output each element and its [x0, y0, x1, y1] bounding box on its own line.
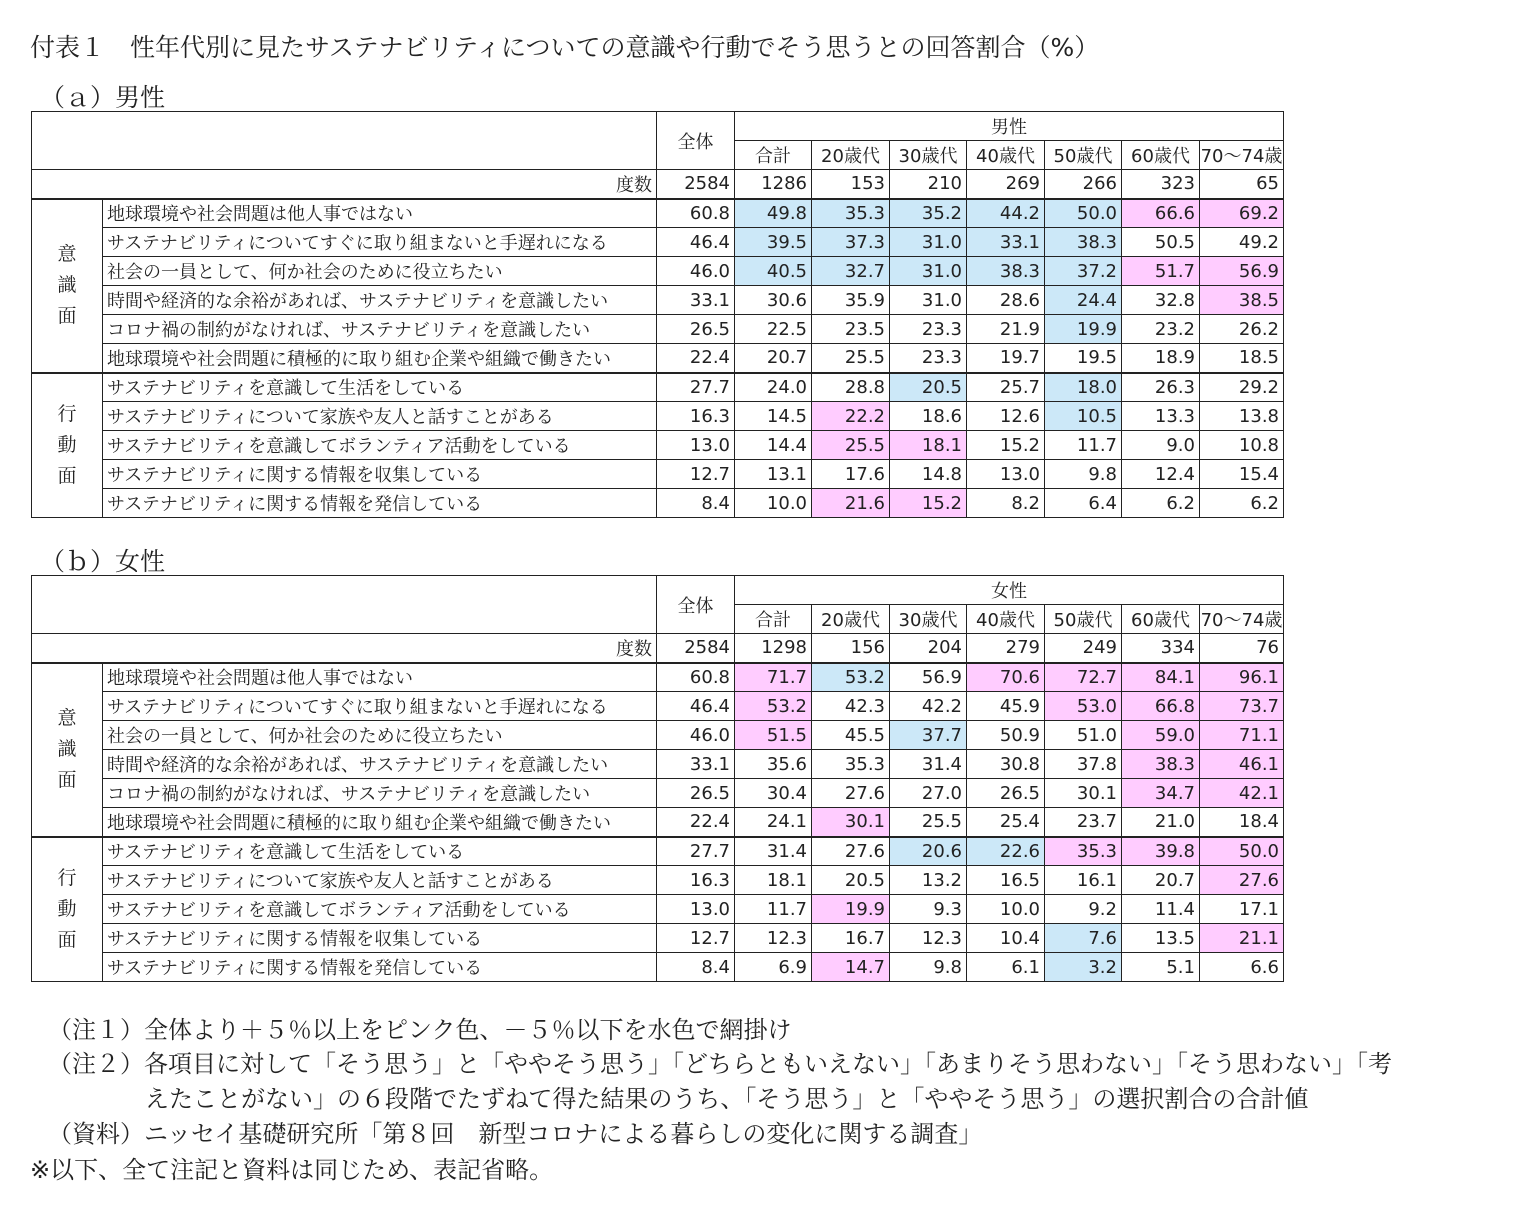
value-cell: 46.4 [657, 228, 735, 257]
age-column-header: 20歳代 [812, 605, 890, 634]
value-cell: 8.4 [657, 953, 735, 982]
table-row [32, 779, 1284, 808]
value-cell: 35.6 [735, 750, 812, 779]
count-cell: 156 [812, 634, 890, 663]
header-blank-cell [32, 112, 657, 170]
section-label-char: 意 [57, 707, 77, 729]
value-cell: 22.4 [657, 344, 735, 373]
count-cell: 1298 [735, 634, 812, 663]
value-cell: 37.2 [1045, 257, 1122, 286]
value-cell: 24.4 [1045, 286, 1122, 315]
table-row [32, 750, 1284, 779]
value-cell: 10.0 [735, 489, 812, 518]
item-label: サステナビリティに関する情報を収集している [103, 924, 657, 953]
value-cell: 13.8 [1200, 402, 1284, 431]
age-column-header: 50歳代 [1045, 605, 1122, 634]
item-label: コロナ禍の制約がなければ、サステナビリティを意識したい [103, 779, 657, 808]
value-cell: 53.2 [735, 692, 812, 721]
value-cell: 51.5 [735, 721, 812, 750]
table-row [32, 199, 1284, 228]
table-row [32, 837, 1284, 866]
value-cell: 9.3 [890, 895, 967, 924]
value-cell: 9.8 [1045, 460, 1122, 489]
value-cell: 27.6 [1200, 866, 1284, 895]
count-cell: 76 [1200, 634, 1284, 663]
value-cell: 51.7 [1122, 257, 1200, 286]
value-cell: 38.5 [1200, 286, 1284, 315]
value-cell: 22.6 [967, 837, 1045, 866]
section-label-char: 動 [57, 433, 77, 456]
value-cell: 16.1 [1045, 866, 1122, 895]
value-cell: 14.8 [890, 460, 967, 489]
value-cell: 72.7 [1045, 663, 1122, 692]
section-label [32, 199, 103, 373]
age-column-header: 20歳代 [812, 141, 890, 170]
value-cell: 18.9 [1122, 344, 1200, 373]
value-cell: 49.2 [1200, 228, 1284, 257]
value-cell: 53.2 [812, 663, 890, 692]
value-cell: 33.1 [657, 750, 735, 779]
value-cell: 32.8 [1122, 286, 1200, 315]
item-label: サステナビリティについて家族や友人と話すことがある [103, 402, 657, 431]
age-column-header: 合計 [735, 141, 812, 170]
value-cell: 20.7 [735, 344, 812, 373]
age-column-header: 40歳代 [967, 141, 1045, 170]
document-title: 付表１ 性年代別に見たサステナビリティについての意識や行動でそう思うとの回答割合（%） [30, 33, 1100, 62]
table-row [32, 431, 1284, 460]
header-blank-cell [32, 576, 657, 634]
value-cell: 14.4 [735, 431, 812, 460]
value-cell: 44.2 [967, 199, 1045, 228]
item-label: サステナビリティについてすぐに取り組まないと手遅れになる [103, 228, 657, 257]
value-cell: 27.6 [812, 779, 890, 808]
value-cell: 25.5 [812, 344, 890, 373]
item-label: サステナビリティについて家族や友人と話すことがある [103, 866, 657, 895]
table-row [32, 228, 1284, 257]
value-cell: 60.8 [657, 199, 735, 228]
value-cell: 23.2 [1122, 315, 1200, 344]
value-cell: 18.0 [1045, 373, 1122, 402]
table-female [31, 575, 1284, 982]
value-cell: 18.4 [1200, 808, 1284, 837]
item-label: 時間や経済的な余裕があれば、サステナビリティを意識したい [103, 750, 657, 779]
value-cell: 12.6 [967, 402, 1045, 431]
value-cell: 15.4 [1200, 460, 1284, 489]
value-cell: 35.3 [812, 199, 890, 228]
value-cell: 18.6 [890, 402, 967, 431]
value-cell: 25.5 [812, 431, 890, 460]
value-cell: 56.9 [1200, 257, 1284, 286]
value-cell: 35.3 [812, 750, 890, 779]
item-label: 社会の一員として、何か社会のために役立ちたい [103, 257, 657, 286]
table-row [32, 489, 1284, 518]
value-cell: 19.9 [1045, 315, 1122, 344]
section-label [32, 837, 103, 982]
source-note: （資料）ニッセイ基礎研究所「第８回 新型コロナによる暮らしの変化に関する調査」 [48, 1120, 983, 1148]
value-cell: 39.5 [735, 228, 812, 257]
item-label: サステナビリティを意識してボランティア活動をしている [103, 895, 657, 924]
value-cell: 73.7 [1200, 692, 1284, 721]
value-cell: 28.8 [812, 373, 890, 402]
value-cell: 37.7 [890, 721, 967, 750]
value-cell: 16.5 [967, 866, 1045, 895]
value-cell: 19.9 [812, 895, 890, 924]
age-column-header: 40歳代 [967, 605, 1045, 634]
count-cell: 204 [890, 634, 967, 663]
item-label: サステナビリティを意識してボランティア活動をしている [103, 431, 657, 460]
value-cell: 30.1 [812, 808, 890, 837]
table-row [32, 257, 1284, 286]
value-cell: 6.9 [735, 953, 812, 982]
value-cell: 23.3 [890, 344, 967, 373]
value-cell: 71.7 [735, 663, 812, 692]
value-cell: 26.3 [1122, 373, 1200, 402]
value-cell: 33.1 [967, 228, 1045, 257]
value-cell: 13.0 [967, 460, 1045, 489]
value-cell: 13.3 [1122, 402, 1200, 431]
value-cell: 22.2 [812, 402, 890, 431]
value-cell: 12.3 [735, 924, 812, 953]
value-cell: 21.0 [1122, 808, 1200, 837]
value-cell: 14.7 [812, 953, 890, 982]
note-2-line2: えたことがない」の６段階でたずねて得た結果のうち、「そう思う」と「ややそう思う」の選択割合の合計値 [145, 1085, 1309, 1113]
value-cell: 31.0 [890, 257, 967, 286]
value-cell: 9.0 [1122, 431, 1200, 460]
count-row-label: 度数 [32, 634, 657, 663]
value-cell: 33.1 [657, 286, 735, 315]
item-label: 地球環境や社会問題に積極的に取り組む企業や組織で働きたい [103, 808, 657, 837]
value-cell: 13.0 [657, 431, 735, 460]
value-cell: 31.4 [890, 750, 967, 779]
value-cell: 26.2 [1200, 315, 1284, 344]
value-cell: 35.9 [812, 286, 890, 315]
value-cell: 71.1 [1200, 721, 1284, 750]
item-label: 地球環境や社会問題に積極的に取り組む企業や組織で働きたい [103, 344, 657, 373]
section-label-char: 面 [57, 464, 77, 487]
age-column-header: 70～74歳 [1200, 141, 1284, 170]
table-row [32, 286, 1284, 315]
age-column-header: 60歳代 [1122, 141, 1200, 170]
value-cell: 23.7 [1045, 808, 1122, 837]
value-cell: 30.8 [967, 750, 1045, 779]
value-cell: 20.5 [890, 373, 967, 402]
value-cell: 25.7 [967, 373, 1045, 402]
value-cell: 12.4 [1122, 460, 1200, 489]
value-cell: 84.1 [1122, 663, 1200, 692]
value-cell: 6.2 [1122, 489, 1200, 518]
value-cell: 29.2 [1200, 373, 1284, 402]
table-row [32, 895, 1284, 924]
value-cell: 27.7 [657, 373, 735, 402]
value-cell: 37.3 [812, 228, 890, 257]
value-cell: 16.3 [657, 402, 735, 431]
value-cell: 11.7 [1045, 431, 1122, 460]
item-label: サステナビリティを意識して生活をしている [103, 373, 657, 402]
value-cell: 50.5 [1122, 228, 1200, 257]
section-label-char: 面 [57, 305, 77, 327]
table-row [32, 663, 1284, 692]
value-cell: 23.5 [812, 315, 890, 344]
value-cell: 66.8 [1122, 692, 1200, 721]
count-cell: 65 [1200, 170, 1284, 199]
value-cell: 28.6 [967, 286, 1045, 315]
value-cell: 22.5 [735, 315, 812, 344]
value-cell: 11.4 [1122, 895, 1200, 924]
value-cell: 31.0 [890, 228, 967, 257]
item-label: 時間や経済的な余裕があれば、サステナビリティを意識したい [103, 286, 657, 315]
value-cell: 38.3 [1122, 750, 1200, 779]
table-row [32, 924, 1284, 953]
section-label-char: 面 [57, 928, 77, 951]
value-cell: 38.3 [967, 257, 1045, 286]
value-cell: 49.8 [735, 199, 812, 228]
value-cell: 18.1 [735, 866, 812, 895]
value-cell: 8.4 [657, 489, 735, 518]
value-cell: 10.5 [1045, 402, 1122, 431]
value-cell: 24.0 [735, 373, 812, 402]
value-cell: 21.9 [967, 315, 1045, 344]
value-cell: 12.7 [657, 460, 735, 489]
value-cell: 26.5 [657, 779, 735, 808]
value-cell: 11.7 [735, 895, 812, 924]
value-cell: 35.3 [1045, 837, 1122, 866]
table-row [32, 315, 1284, 344]
value-cell: 19.5 [1045, 344, 1122, 373]
value-cell: 7.6 [1045, 924, 1122, 953]
section-label-char: 意 [57, 243, 77, 265]
count-cell: 266 [1045, 170, 1122, 199]
value-cell: 21.6 [812, 489, 890, 518]
table-row [32, 344, 1284, 373]
table-b-subtitle: （ｂ）女性 [40, 547, 166, 576]
section-label [32, 663, 103, 837]
value-cell: 31.0 [890, 286, 967, 315]
value-cell: 50.0 [1045, 199, 1122, 228]
value-cell: 56.9 [890, 663, 967, 692]
value-cell: 26.5 [657, 315, 735, 344]
value-cell: 6.2 [1200, 489, 1284, 518]
value-cell: 10.8 [1200, 431, 1284, 460]
age-column-header: 60歳代 [1122, 605, 1200, 634]
count-cell: 269 [967, 170, 1045, 199]
value-cell: 40.5 [735, 257, 812, 286]
note-1: （注１）全体より＋５％以上をピンク色、－５％以下を水色で網掛け [48, 1016, 792, 1044]
value-cell: 16.3 [657, 866, 735, 895]
value-cell: 45.9 [967, 692, 1045, 721]
table-row [32, 460, 1284, 489]
value-cell: 32.7 [812, 257, 890, 286]
value-cell: 8.2 [967, 489, 1045, 518]
item-label: 地球環境や社会問題は他人事ではない [103, 199, 657, 228]
item-label: サステナビリティに関する情報を発信している [103, 489, 657, 518]
table-a-subtitle: （ａ）男性 [40, 83, 166, 112]
table-row [32, 721, 1284, 750]
value-cell: 14.5 [735, 402, 812, 431]
value-cell: 27.0 [890, 779, 967, 808]
item-label: サステナビリティについてすぐに取り組まないと手遅れになる [103, 692, 657, 721]
value-cell: 20.5 [812, 866, 890, 895]
count-cell: 153 [812, 170, 890, 199]
value-cell: 42.3 [812, 692, 890, 721]
count-cell: 279 [967, 634, 1045, 663]
count-cell: 210 [890, 170, 967, 199]
value-cell: 21.1 [1200, 924, 1284, 953]
value-cell: 25.4 [967, 808, 1045, 837]
count-cell: 323 [1122, 170, 1200, 199]
value-cell: 96.1 [1200, 663, 1284, 692]
value-cell: 39.8 [1122, 837, 1200, 866]
count-cell: 249 [1045, 634, 1122, 663]
value-cell: 23.3 [890, 315, 967, 344]
age-column-header: 70～74歳 [1200, 605, 1284, 634]
value-cell: 27.7 [657, 837, 735, 866]
value-cell: 6.1 [967, 953, 1045, 982]
value-cell: 31.4 [735, 837, 812, 866]
value-cell: 13.0 [657, 895, 735, 924]
count-cell: 1286 [735, 170, 812, 199]
value-cell: 30.1 [1045, 779, 1122, 808]
value-cell: 24.1 [735, 808, 812, 837]
section-label-char: 行 [57, 402, 77, 425]
value-cell: 9.2 [1045, 895, 1122, 924]
table-row [32, 692, 1284, 721]
value-cell: 16.7 [812, 924, 890, 953]
note-2-line1: （注２）各項目に対して「そう思う」と「ややそう思う」「どちらともいえない」「あまりそう思わない」「そう思わない」「考 [48, 1050, 1392, 1078]
value-cell: 13.1 [735, 460, 812, 489]
value-cell: 18.1 [890, 431, 967, 460]
footer-note: ※以下、全て注記と資料は同じため、表記省略。 [30, 1156, 554, 1184]
table-row [32, 808, 1284, 837]
value-cell: 46.0 [657, 257, 735, 286]
value-cell: 17.1 [1200, 895, 1284, 924]
value-cell: 50.0 [1200, 837, 1284, 866]
value-cell: 20.6 [890, 837, 967, 866]
value-cell: 34.7 [1122, 779, 1200, 808]
table-row [32, 373, 1284, 402]
table-row [32, 402, 1284, 431]
value-cell: 18.5 [1200, 344, 1284, 373]
value-cell: 13.5 [1122, 924, 1200, 953]
section-label-char: 識 [57, 738, 77, 760]
value-cell: 42.2 [890, 692, 967, 721]
value-cell: 30.4 [735, 779, 812, 808]
value-cell: 46.4 [657, 692, 735, 721]
value-cell: 69.2 [1200, 199, 1284, 228]
value-cell: 15.2 [890, 489, 967, 518]
value-cell: 20.7 [1122, 866, 1200, 895]
table-row [32, 866, 1284, 895]
age-column-header: 30歳代 [890, 141, 967, 170]
overall-column-header: 全体 [657, 576, 735, 634]
value-cell: 59.0 [1122, 721, 1200, 750]
item-label: 社会の一員として、何か社会のために役立ちたい [103, 721, 657, 750]
value-cell: 51.0 [1045, 721, 1122, 750]
section-label-char: 面 [57, 769, 77, 791]
value-cell: 46.0 [657, 721, 735, 750]
item-label: サステナビリティに関する情報を発信している [103, 953, 657, 982]
count-row-label: 度数 [32, 170, 657, 199]
value-cell: 27.6 [812, 837, 890, 866]
age-column-header: 合計 [735, 605, 812, 634]
value-cell: 6.4 [1045, 489, 1122, 518]
value-cell: 5.1 [1122, 953, 1200, 982]
count-cell: 2584 [657, 170, 735, 199]
value-cell: 10.0 [967, 895, 1045, 924]
gender-group-header: 女性 [735, 576, 1284, 605]
value-cell: 70.6 [967, 663, 1045, 692]
overall-column-header: 全体 [657, 112, 735, 170]
section-label-char: 動 [57, 897, 77, 920]
value-cell: 25.5 [890, 808, 967, 837]
value-cell: 42.1 [1200, 779, 1284, 808]
value-cell: 35.2 [890, 199, 967, 228]
value-cell: 9.8 [890, 953, 967, 982]
value-cell: 6.6 [1200, 953, 1284, 982]
value-cell: 30.6 [735, 286, 812, 315]
table-male [31, 111, 1284, 518]
value-cell: 46.1 [1200, 750, 1284, 779]
value-cell: 60.8 [657, 663, 735, 692]
item-label: 地球環境や社会問題は他人事ではない [103, 663, 657, 692]
gender-group-header: 男性 [735, 112, 1284, 141]
value-cell: 50.9 [967, 721, 1045, 750]
value-cell: 66.6 [1122, 199, 1200, 228]
value-cell: 26.5 [967, 779, 1045, 808]
item-label: サステナビリティを意識して生活をしている [103, 837, 657, 866]
section-label [32, 373, 103, 518]
age-column-header: 30歳代 [890, 605, 967, 634]
value-cell: 19.7 [967, 344, 1045, 373]
item-label: コロナ禍の制約がなければ、サステナビリティを意識したい [103, 315, 657, 344]
age-column-header: 50歳代 [1045, 141, 1122, 170]
count-cell: 2584 [657, 634, 735, 663]
value-cell: 38.3 [1045, 228, 1122, 257]
value-cell: 15.2 [967, 431, 1045, 460]
value-cell: 3.2 [1045, 953, 1122, 982]
value-cell: 17.6 [812, 460, 890, 489]
value-cell: 13.2 [890, 866, 967, 895]
section-label-char: 行 [57, 866, 77, 889]
value-cell: 10.4 [967, 924, 1045, 953]
value-cell: 12.3 [890, 924, 967, 953]
section-label-char: 識 [57, 274, 77, 296]
value-cell: 45.5 [812, 721, 890, 750]
value-cell: 37.8 [1045, 750, 1122, 779]
item-label: サステナビリティに関する情報を収集している [103, 460, 657, 489]
count-cell: 334 [1122, 634, 1200, 663]
value-cell: 22.4 [657, 808, 735, 837]
value-cell: 53.0 [1045, 692, 1122, 721]
table-row [32, 953, 1284, 982]
value-cell: 12.7 [657, 924, 735, 953]
